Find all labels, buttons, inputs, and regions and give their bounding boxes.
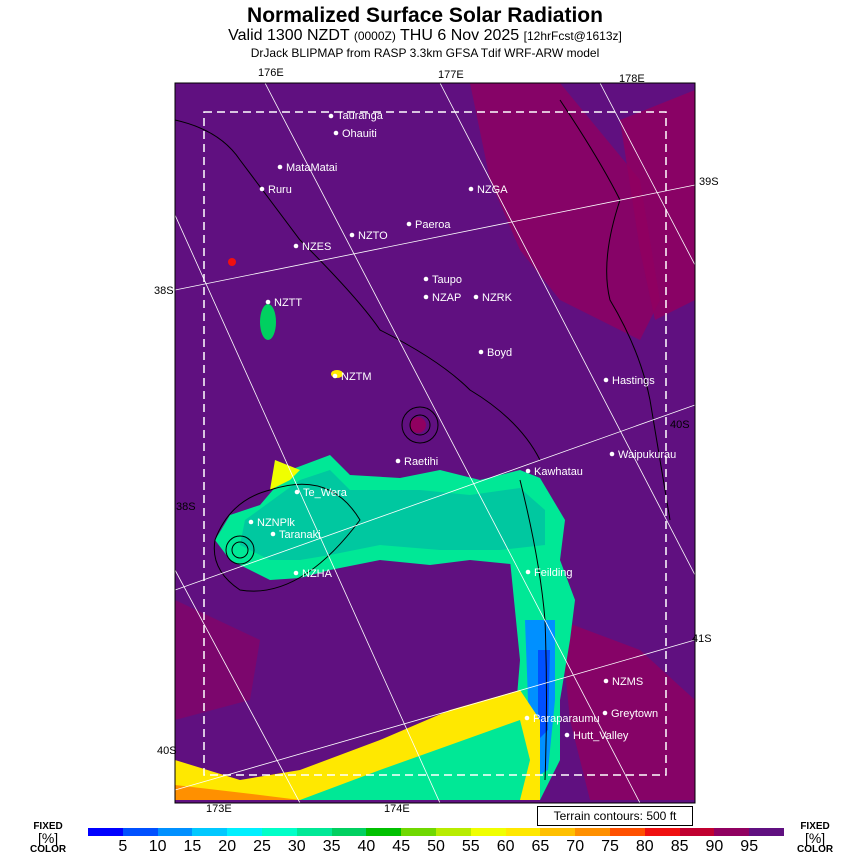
color-bar-swatch: [714, 828, 749, 836]
utc-time: (0000Z): [353, 29, 396, 43]
forecast-info: [12hrFcst@1613z]: [523, 29, 622, 43]
lon-label-174e: 174E: [384, 803, 410, 815]
color-bar-swatch: [471, 828, 506, 836]
place-label: Kawhatau: [534, 466, 583, 478]
color-bar-swatch: [401, 828, 436, 836]
color-bar-swatch: [610, 828, 645, 836]
color-bar: [88, 828, 784, 836]
color-bar-tick-label: 35: [322, 838, 341, 855]
patch-nztt: [260, 304, 276, 340]
place-label: Te_Wera: [303, 487, 347, 499]
color-bar-swatch: [540, 828, 575, 836]
model-source: DrJack BLIPMAP from RASP 3.3km GFSA Tdif WRF-ARW model: [250, 46, 600, 60]
color-bar-ticks: [88, 838, 784, 856]
lat-label-38s: 38S: [154, 285, 174, 297]
place-label: NZES: [302, 241, 332, 253]
lon-label-173e: 173E: [206, 803, 232, 815]
terrain-contour-note: Terrain contours: 500 ft: [537, 806, 693, 826]
lat-label-40s-b: 40S: [670, 419, 690, 431]
color-bar-tick-label: 80: [635, 838, 654, 855]
color-bar-swatch: [506, 828, 541, 836]
color-bar-swatch: [749, 828, 784, 836]
color-bar-tick-label: 10: [148, 838, 167, 855]
place-label: MataMatai: [286, 162, 338, 174]
color-bar-swatch: [575, 828, 610, 836]
color-bar-swatch: [332, 828, 367, 836]
color-bar-swatch: [227, 828, 262, 836]
color-bar-tick-label: 45: [392, 838, 411, 855]
place-label: NZNPlk: [257, 517, 295, 529]
map-title: Normalized Surface Solar Radiation: [247, 4, 603, 27]
percent-unit: [%]: [37, 830, 59, 846]
place-label: Tauranga: [337, 110, 383, 122]
lat-label-39s: 39S: [699, 176, 719, 188]
place-label: Raetihi: [404, 456, 439, 468]
place-label: NZAP: [432, 292, 462, 304]
place-label: Paraparaumu: [533, 713, 600, 725]
color-bar-swatch: [262, 828, 297, 836]
map-field: [175, 83, 695, 803]
place-label: NZRK: [482, 292, 512, 304]
color-bar-swatch: [192, 828, 227, 836]
color-bar-swatch: [680, 828, 715, 836]
place-label: NZTM: [341, 371, 372, 383]
valid-time: Valid 1300 NZDT: [228, 27, 350, 44]
color-bar-tick-label: 5: [118, 838, 128, 855]
color-bar-tick-label: 65: [531, 838, 550, 855]
place-label: Ohauiti: [342, 128, 377, 140]
lat-label-40s: 40S: [157, 745, 177, 757]
place-label: Hutt_Valley: [573, 730, 629, 742]
place-label: NZMS: [612, 676, 644, 688]
place-label: Feilding: [534, 567, 573, 579]
color-bar-swatch: [645, 828, 680, 836]
color-bar-tick-label: 85: [670, 838, 689, 855]
place-label: NZTT: [274, 297, 303, 309]
color-bar-swatch: [88, 828, 123, 836]
color-bar-swatch: [366, 828, 401, 836]
place-label: Taranaki: [279, 529, 321, 541]
lon-label-177e: 177E: [438, 69, 464, 81]
color-bar-tick-label: 25: [253, 838, 271, 855]
place-label: Taupo: [432, 274, 462, 286]
valid-date: THU 6 Nov 2025: [400, 27, 520, 44]
color-bar-tick-label: 75: [601, 838, 619, 855]
place-label: Hastings: [612, 375, 655, 387]
percent-unit: [%]: [804, 830, 826, 846]
fixed-color-label-right: [797, 822, 833, 855]
place-label: Paeroa: [415, 219, 451, 231]
color-bar-tick-label: 40: [357, 838, 376, 855]
place-label: NZHA: [302, 568, 332, 580]
color-bar-tick-label: 95: [740, 838, 759, 855]
patch-ruapehu: [410, 417, 426, 433]
fixed-text: FIXED: [800, 821, 830, 832]
fixed-color-label-left: [30, 822, 66, 855]
color-bar-tick-label: 30: [287, 838, 306, 855]
place-label: Waipukurau: [618, 449, 677, 461]
fixed-text: FIXED: [33, 821, 63, 832]
color-bar-swatch: [123, 828, 158, 836]
place-label: NZTO: [358, 230, 388, 242]
color-bar-tick-label: 20: [218, 838, 237, 855]
place-label: Ruru: [268, 184, 292, 196]
place-label: Greytown: [611, 708, 659, 720]
lat-label-41s: 41S: [692, 633, 712, 645]
color-text: COLOR: [30, 844, 67, 855]
color-bar-swatch: [297, 828, 332, 836]
color-bar-tick-label: 55: [461, 838, 480, 855]
color-bar-tick-label: 60: [496, 838, 515, 855]
color-bar-tick-label: 50: [427, 838, 445, 855]
color-bar-tick-label: 90: [705, 838, 724, 855]
color-bar-swatch: [436, 828, 471, 836]
color-text: COLOR: [797, 844, 834, 855]
place-label: Boyd: [487, 347, 513, 359]
color-bar-swatch: [158, 828, 193, 836]
place-label: NZGA: [477, 184, 508, 196]
lat-label-38s-b: 38S: [176, 501, 196, 513]
color-bar-tick-label: 15: [183, 838, 202, 855]
patch-red: [228, 258, 236, 266]
lon-label-178e: 178E: [619, 73, 645, 85]
lon-label-176e: 176E: [258, 67, 284, 79]
color-bar-tick-label: 70: [566, 838, 585, 855]
